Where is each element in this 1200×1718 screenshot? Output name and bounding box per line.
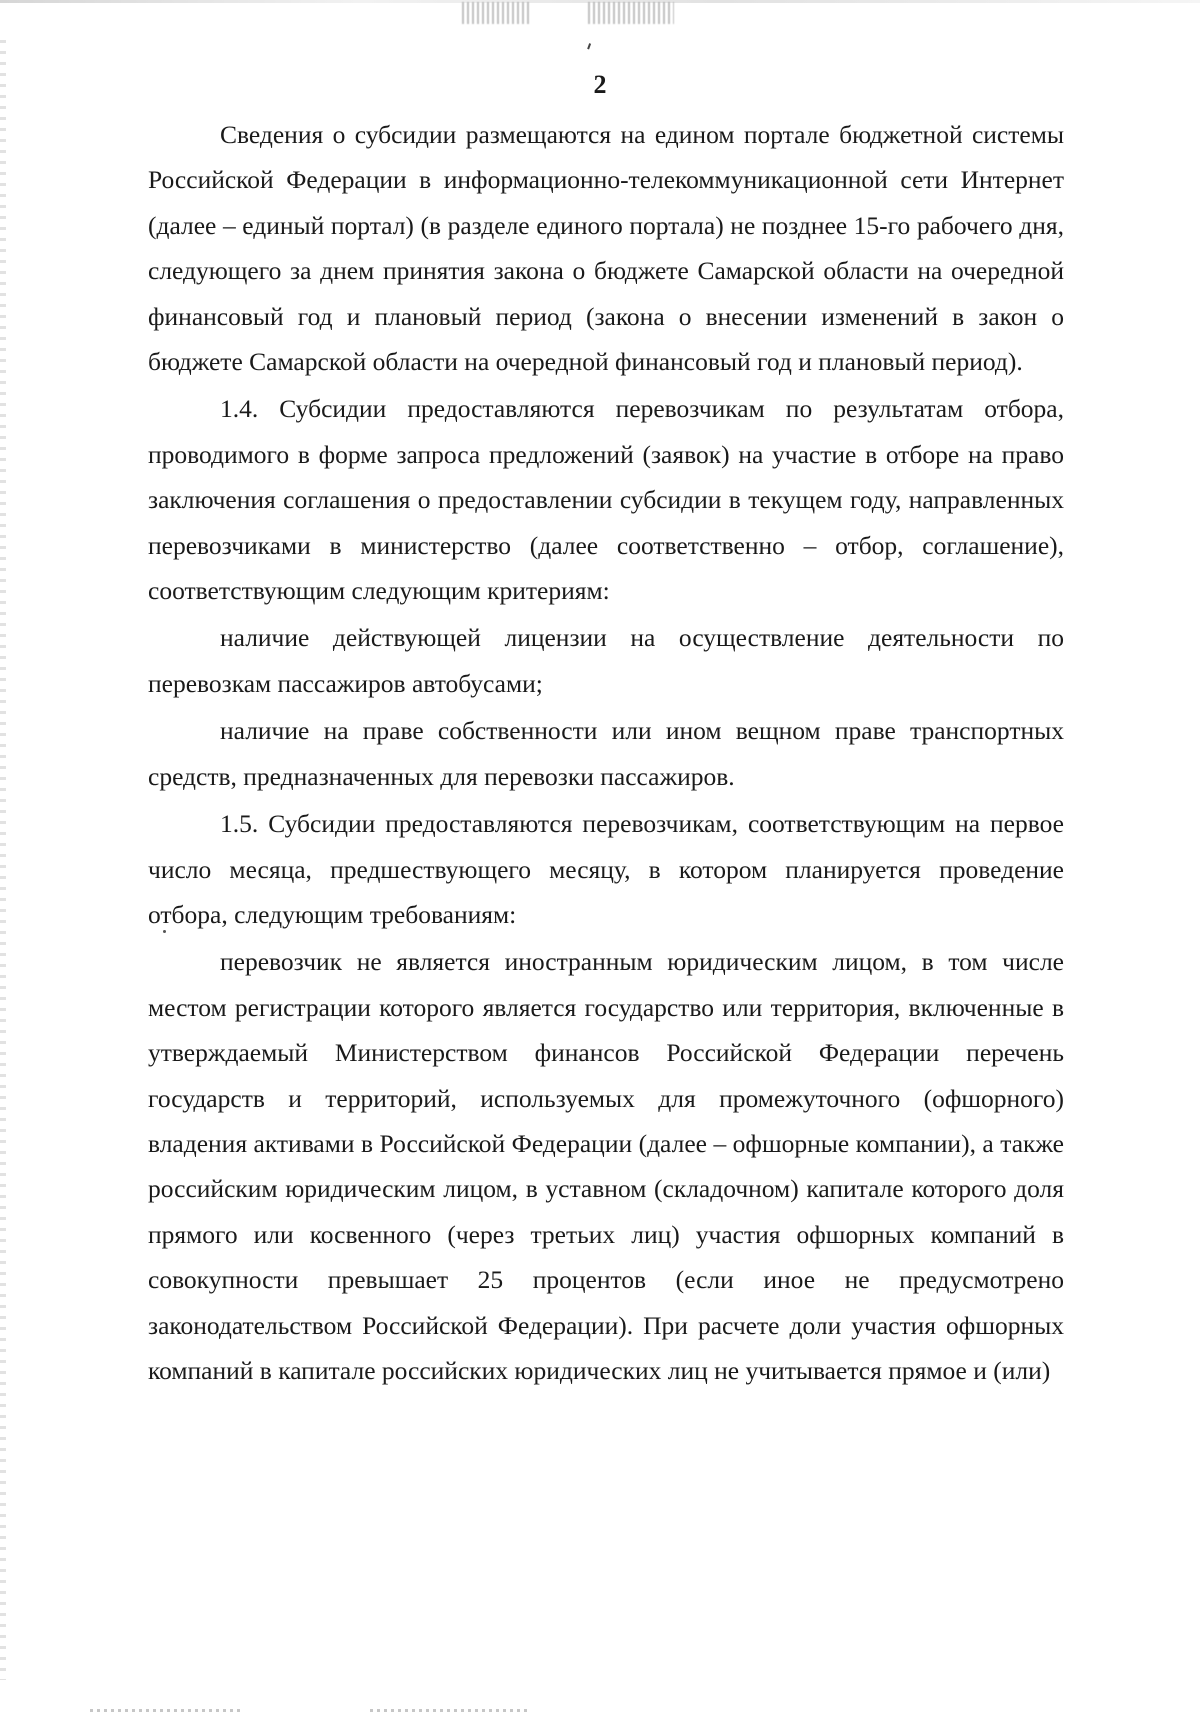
document-body — [148, 112, 1064, 1393]
paragraph-1-5: 1.5. Субсидии предоставляются перевозчикам, соответствующим на первое число месяца, предшествующего месяцу, в котором планируется проведение отбора, следующим требованиям: — [148, 809, 1064, 929]
scan-smudge-left — [462, 2, 532, 24]
scan-tick-mark — [587, 43, 595, 51]
scan-edge-bottom-middle — [370, 1709, 530, 1712]
paragraph-vehicles-criterion: наличие на праве собственности или ином вещном праве транспортных средств, предназначенных для перевозки пассажиров. — [148, 716, 1064, 791]
paragraph-license-criterion: наличие действующей лицензии на осуществление деятельности по перевозкам пассажиров автобусами; — [148, 623, 1064, 698]
page-number: 2 — [593, 70, 607, 99]
scan-edge-left — [0, 40, 6, 1680]
scan-edge-bottom-left — [90, 1709, 240, 1712]
scan-smudge-right — [588, 2, 674, 24]
paragraph-1-4: 1.4. Субсидии предоставляются перевозчикам по результатам отбора, проводимого в форме запроса предложений (заявок) на участие в отборе на право заключения соглашения о предоставлении субсидии в текущем году, направленных перевозчиками в министерство (далее соответственно – отбор, соглашение), соответствующим следующим критериям: — [148, 394, 1064, 606]
paragraph-subsidy-info: Сведения о субсидии размещаются на едином портале бюджетной системы Российской Федерации в информационно-телекоммуникационной сети Интернет (далее – единый портал) (в разделе единого портала) не позднее 15-го рабочего дня, следующего за днем принятия закона о бюджете Самарской области на очередной финансовый год и плановый период (закона о внесении изменений в закон о бюджете Самарской области на очередной финансовый год и плановый период). — [148, 120, 1064, 377]
paragraph-offshore-requirement: перевозчик не является иностранным юридическим лицом, в том числе местом регистрации которого является государство или территория, включенные в утверждаемый Министерством финансов Российской Федерации перечень государств и территорий, используемых для промежуточного (офшорного) владения активами в Российской Федерации (далее – офшорные компании), а также российским юридическим лицом, в уставном (складочном) капитале которого доля прямого или косвенного (через третьих лиц) участия офшорных компаний в совокупности превышает 25 процентов (если иное не предусмотрено законодательством Российской Федерации). При расчете доли участия офшорных компаний в капитале российских юридических лиц не учитывается прямое и (или) — [148, 947, 1064, 1385]
